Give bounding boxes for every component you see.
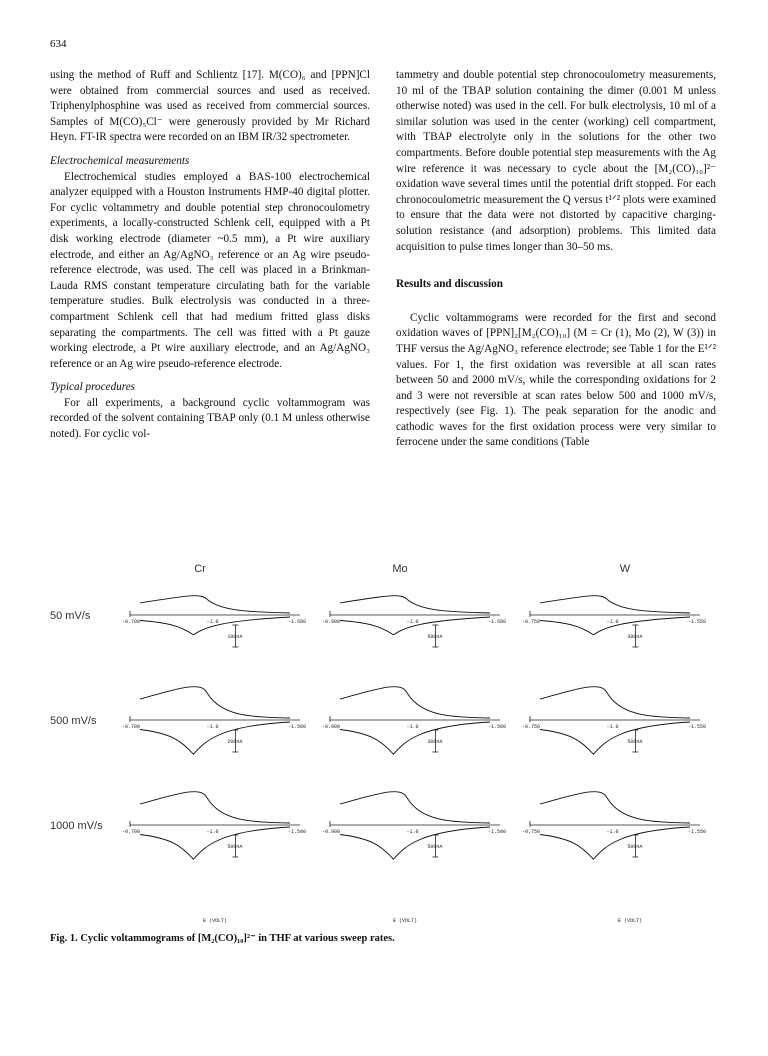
tick-label: -1.500 [288, 829, 307, 835]
forward-scan-trace [540, 792, 690, 823]
tick-label: -1.0 [406, 619, 419, 625]
voltammogram-grid [50, 560, 750, 930]
forward-scan-trace [340, 596, 490, 613]
row-label: 500 mV/s [50, 715, 97, 727]
column-header: Mo [392, 563, 408, 575]
current-scale-label: 500nA [227, 844, 243, 850]
column-header: Cr [194, 563, 206, 575]
row-label: 50 mV/s [50, 610, 91, 622]
tick-label: -1.0 [606, 829, 619, 835]
forward-scan-trace [540, 687, 690, 718]
paragraph: tammetry and double potential step chronocoulometry measurements, 10 ml of the TBAP solution containing the dimer (0.001 M unless otherwise noted) was used in the cell. For bulk electrolysis, 10 ml of a similar solution was used in the center (working) cell compartment, with TBAP electrolyte only in the solutions for the other two compartments. Before double potential step measurements with the Ag wire reference it was necessary to cycle about the [M₂(CO)₁₀]²⁻ oxidation wave several times until the potential drift stopped. For each chronocoulometric measurement the Q versus t¹ᐟ² plots were examined to ensure that the data were not distorted by capacitive charging-solution resistance (and adsorption) problems. This limited data acquisition to pulse times longer than 30–50 ms. [396, 69, 716, 253]
column-header: W [619, 563, 631, 575]
tick-label: -1.0 [406, 829, 419, 835]
current-scale-label: 500nA [627, 739, 643, 745]
current-scale-label: 100nA [227, 634, 243, 640]
current-scale-label: 500nA [427, 844, 443, 850]
x-axis-label: E (VOLT) [617, 918, 643, 924]
current-scale-label: 500nA [627, 844, 643, 850]
figure-caption: Fig. 1. Cyclic voltammograms of [M₂(CO)₁₀]²⁻ in THF at various sweep rates. [50, 933, 395, 944]
tick-label: -0.750 [522, 619, 541, 625]
tick-label: -1.500 [288, 724, 307, 730]
tick-label: -1.0 [206, 619, 219, 625]
forward-scan-trace [140, 596, 290, 613]
current-scale-label: 200nA [227, 739, 243, 745]
tick-label: -1.500 [288, 619, 307, 625]
x-axis-label: E (VOLT) [392, 918, 418, 924]
forward-scan-trace [140, 792, 290, 823]
page-number: 634 [50, 38, 67, 50]
tick-label: -1.500 [488, 724, 507, 730]
tick-label: -1.500 [488, 619, 507, 625]
forward-scan-trace [340, 687, 490, 718]
tick-label: -0.900 [322, 724, 341, 730]
forward-scan-trace [540, 596, 690, 613]
row-label: 1000 mV/s [50, 820, 103, 832]
tick-label: -0.900 [322, 619, 341, 625]
tick-label: -1.0 [606, 619, 619, 625]
tick-label: -1.0 [206, 724, 219, 730]
tick-label: -1.550 [688, 619, 707, 625]
paragraph: using the method of Ruff and Schlientz [17]. M(CO)₆ and [PPN]Cl were obtained from commercial sources and used as received. Triphenylphosphine was used as received from commercial sources. Samples of M(CO)₅Cl⁻ were generously provided by Mr Richard Heyn. FT-IR spectra were recorded on an IBM IR/32 spectrometer. [50, 69, 370, 144]
right-column [396, 68, 716, 451]
paragraph: Electrochemical studies employed a BAS-100 electrochemical analyzer equipped with a Houston Instruments HMP-40 digital plotter. For cyclic voltammetry and double potential step chronocoulometry experiments, a locally-constructed Schlenk cell, equipped with a Pt disk working electrode (diameter ~0.5 mm), a Pt wire auxiliary electrode, and either an Ag/AgNO₃ reference or an Ag wire pseudo-reference electrode, was used. The cell was placed in a Brinkman-Lauda RMS constant temperature circulating bath for the variable temperature studies. Bulk electrolysis was conducted in a three-compartment Schlenk cell that had medium fritted glass disks separating the compartments. The cell was fitted with a Pt gauze working electrode, a Pt wire auxiliary electrode, and an Ag/AgNO₃ reference or an Ag wire pseudo-reference electrode. [50, 170, 370, 370]
paragraph: For all experiments, a background cyclic voltammogram was recorded of the solvent containing TBAP only (0.1 M unless otherwise noted). For cyclic vol- [50, 396, 370, 441]
x-axis-label: E (VOLT) [202, 918, 228, 924]
tick-label: -1.0 [206, 829, 219, 835]
section-heading: Typical procedures [50, 381, 136, 394]
tick-label: -0.750 [522, 724, 541, 730]
tick-label: -0.900 [322, 829, 341, 835]
tick-label: -1.0 [606, 724, 619, 730]
tick-label: -0.750 [522, 829, 541, 835]
left-column [50, 68, 370, 443]
tick-label: -0.700 [122, 619, 141, 625]
current-scale-label: 300nA [427, 739, 443, 745]
tick-label: -1.550 [688, 829, 707, 835]
tick-label: -1.550 [688, 724, 707, 730]
figure [50, 560, 750, 960]
tick-label: -1.0 [406, 724, 419, 730]
tick-label: -0.700 [122, 724, 141, 730]
tick-label: -0.700 [122, 829, 141, 835]
forward-scan-trace [140, 687, 290, 718]
current-scale-label: 500nA [427, 634, 443, 640]
section-heading: Electrochemical measurements [50, 154, 190, 167]
forward-scan-trace [340, 792, 490, 823]
current-scale-label: 300nA [627, 634, 643, 640]
tick-label: -1.500 [488, 829, 507, 835]
paragraph: Cyclic voltammograms were recorded for the first and second oxidation waves of [PPN]₂[M₂(CO)₁₀] (M = Cr (1), Mo (2), W (3)) in THF versus the Ag/AgNO₃ reference electrode; see Table 1 for the E¹ᐟ² values. For 1, the first oxidation was reversible at all scan rates between 50 and 2000 mV/s, while the corresponding oxidations for 2 and 3 were not reversible at scan rates below 500 and 1000 mV/s, respectively (see Fig. 1). The peak separation for the anodic and cathodic waves for the first oxidation process were very similar to ferrocene under the same conditions (Table [396, 311, 716, 449]
section-heading: Results and discussion [396, 278, 503, 291]
